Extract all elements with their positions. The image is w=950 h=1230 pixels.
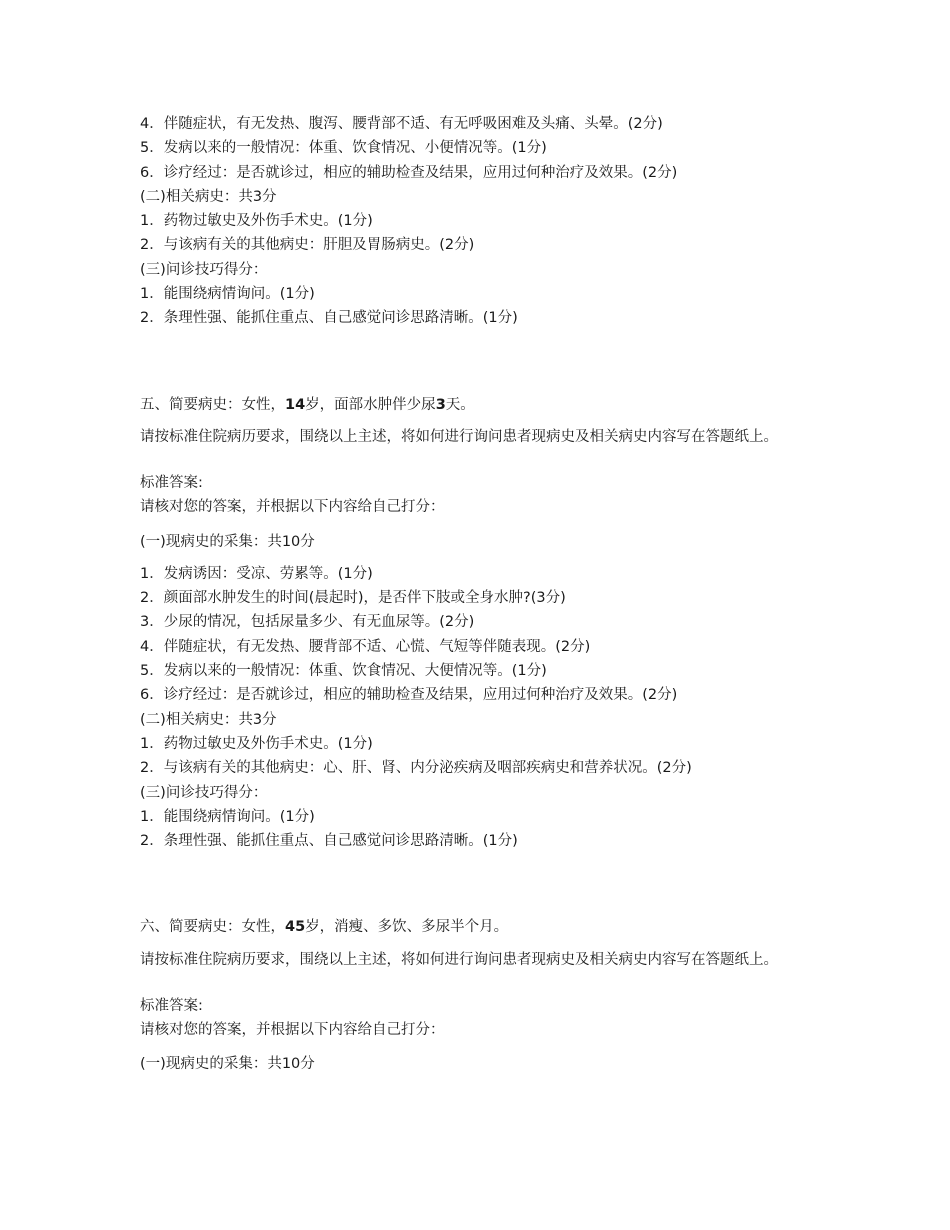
list-item: 1．药物过敏史及外伤手术史。(1分) xyxy=(140,213,373,230)
case-summary: 六、简要病史：女性，45岁，消瘦、多饮、多尿半个月。 xyxy=(140,919,509,936)
list-item: 6．诊疗经过：是否就诊过，相应的辅助检查及结果，应用过何种治疗及效果。(2分) xyxy=(140,687,678,704)
list-item: 2．条理性强、能抓住重点、自己感觉问诊思路清晰。(1分) xyxy=(140,310,518,327)
list-item: 1．能围绕病情询问。(1分) xyxy=(140,286,315,303)
question-6 xyxy=(140,915,840,1076)
list-item: 3．少尿的情况，包括尿量多少、有无血尿等。(2分) xyxy=(140,614,475,631)
instruction-text: 请按标准住院病历要求，围绕以上主述，将如何进行询问患者现病史及相关病史内容写在答题纸上。 xyxy=(140,428,778,445)
section-heading: (三)问诊技巧得分： xyxy=(140,261,268,278)
question-5 xyxy=(140,393,840,854)
section-heading: (一)现病史的采集：共10分 xyxy=(140,1056,315,1073)
list-item: 2．颜面部水肿发生的时间(晨起时)，是否伴下肢或全身水肿?(3分) xyxy=(140,590,566,607)
list-item: 1．药物过敏史及外伤手术史。(1分) xyxy=(140,735,373,752)
answer-list xyxy=(140,562,840,854)
list-item: 6．诊疗经过：是否就诊过，相应的辅助检查及结果，应用过何种治疗及效果。(2分) xyxy=(140,164,678,181)
section-heading: (一)现病史的采集：共10分 xyxy=(140,533,315,550)
previous-question-continuation xyxy=(140,112,840,331)
answer-label: 标准答案: xyxy=(140,474,203,491)
answer-note: 请核对您的答案，并根据以下内容给自己打分： xyxy=(140,499,445,516)
instruction-text: 请按标准住院病历要求，围绕以上主述，将如何进行询问患者现病史及相关病史内容写在答题纸上。 xyxy=(140,951,778,968)
list-item: 4．伴随症状，有无发热、腰背部不适、心慌、气短等伴随表现。(2分) xyxy=(140,638,591,655)
section-heading: (三)问诊技巧得分： xyxy=(140,784,268,801)
answer-label: 标准答案: xyxy=(140,997,203,1014)
list-item: 5．发病以来的一般情况：体重、饮食情况、大便情况等。(1分) xyxy=(140,663,547,680)
list-item: 5．发病以来的一般情况：体重、饮食情况、小便情况等。(1分) xyxy=(140,140,547,157)
list-item: 2．与该病有关的其他病史：肝胆及胃肠病史。(2分) xyxy=(140,237,475,254)
list-item: 2．条理性强、能抓住重点、自己感觉问诊思路清晰。(1分) xyxy=(140,833,518,850)
list-item: 1．发病诱因：受凉、劳累等。(1分) xyxy=(140,565,373,582)
list-item: 2．与该病有关的其他病史：心、肝、肾、内分泌疾病及咽部疾病史和营养状况。(2分) xyxy=(140,760,692,777)
case-summary: 五、简要病史：女性，14岁，面部水肿伴少尿3天。 xyxy=(140,396,475,413)
section-heading: (二)相关病史：共3分 xyxy=(140,711,277,728)
list-item: 4．伴随症状，有无发热、腹泻、腰背部不适、有无呼吸困难及头痛、头晕。(2分) xyxy=(140,116,663,132)
answer-note: 请核对您的答案，并根据以下内容给自己打分： xyxy=(140,1022,445,1039)
section-heading: (二)相关病史：共3分 xyxy=(140,188,277,205)
document-page xyxy=(140,112,840,1077)
list-item: 1．能围绕病情询问。(1分) xyxy=(140,808,315,825)
